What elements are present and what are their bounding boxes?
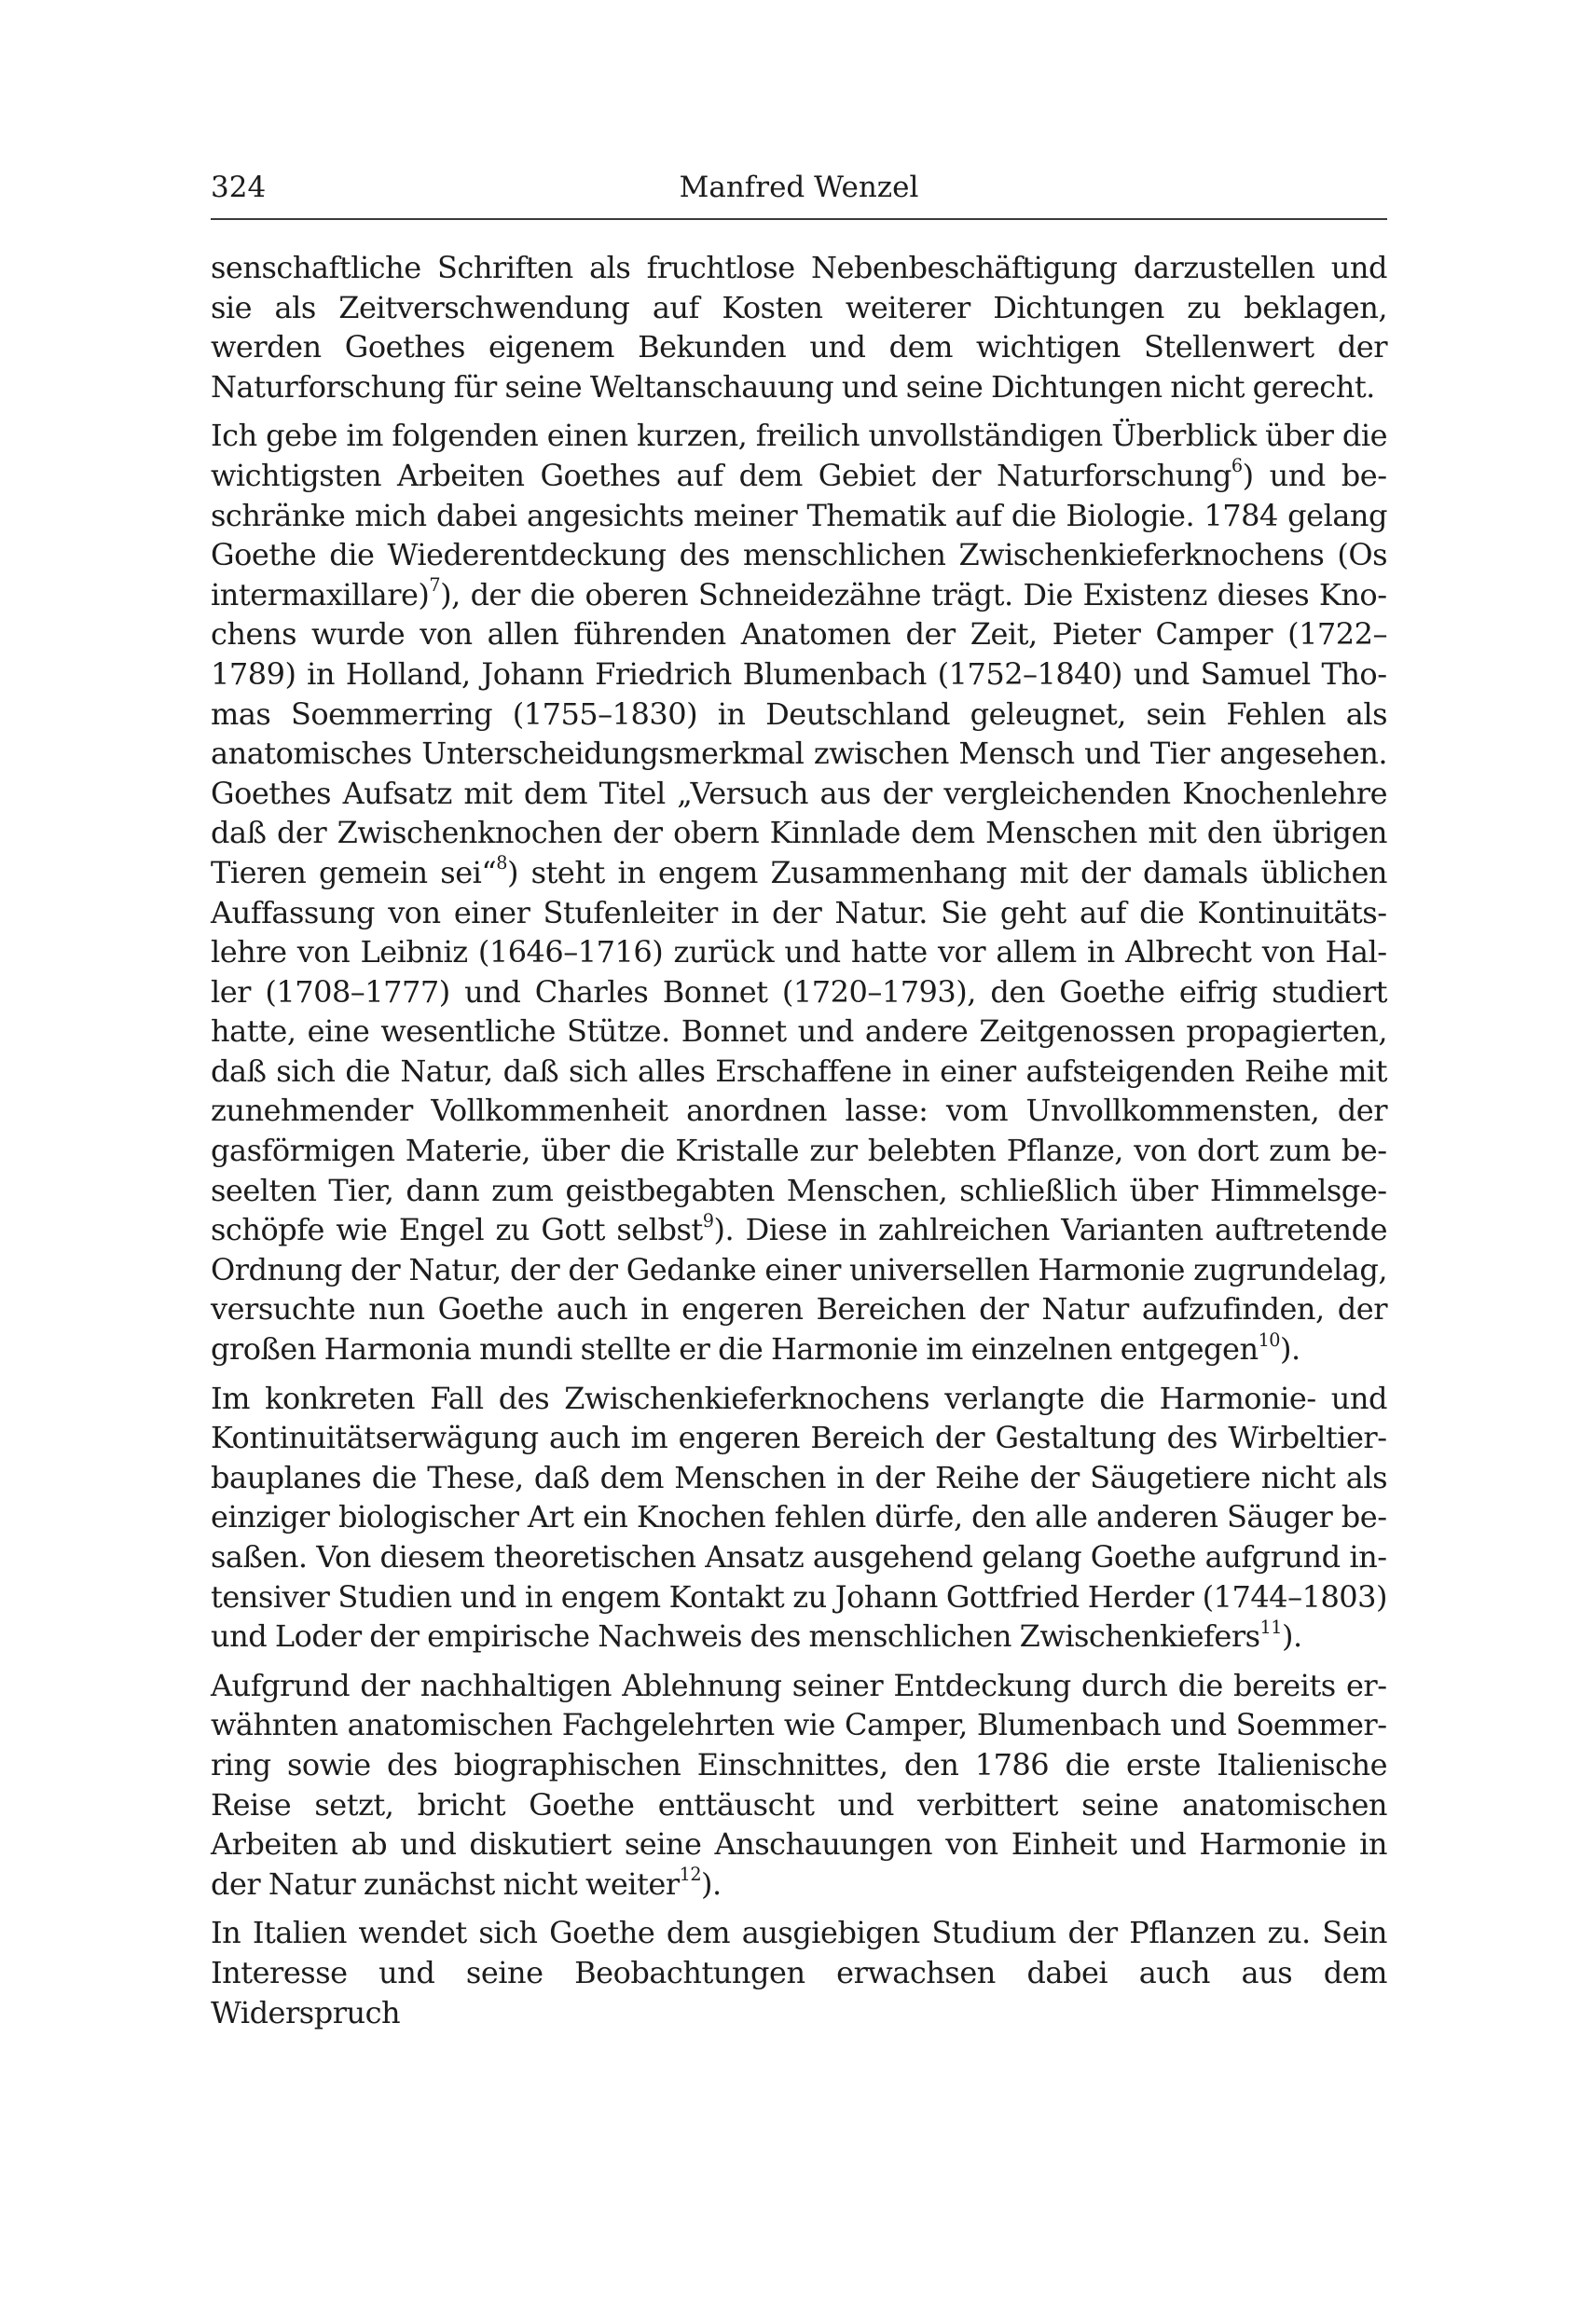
footnote-marker[interactable]: 8 xyxy=(496,852,507,874)
text-segment: ) steht in engem Zusammenhang mit der damals üblichen Auffassung von einer Stufenleiter in der Natur. Sie geht auf die Kontinuitätslehre von Leibniz (1646–1716) zurück und hatte vor allem in Albrecht von Haller (1708–1777) und Charles Bonnet (1720–1793), den Goethe eifrig studiert hatte, eine wesentliche Stütze. Bonnet und andere Zeitgenossen propagierten, daß sich die Natur, daß sich alles Erschaffene in einer aufsteigenden Reihe mit zunehmender Vollkommenheit anordnen lasse: vom Unvollkommensten, der gasförmigen Materie, über die Kristalle zur belebten Pflanze, von dort zum beseelten Tier, dann zum geistbegabten Menschen, schließlich über Himmelsgeschöpfe wie Engel zu Gott selbst xyxy=(211,854,1387,1248)
text-segment: In Italien wendet sich Goethe dem ausgiebigen Studium der Pflanzen zu. Sein Interesse und seine Beobachtungen erwachsen dabei auch aus dem Widerspruch xyxy=(211,1915,1387,2030)
paragraph xyxy=(211,248,1387,406)
text-segment: Ich gebe im folgenden einen kurzen, freilich unvollständigen Überblick über die wichtigsten Arbeiten Goethes auf dem Gebiet der Naturforschung xyxy=(211,418,1387,493)
text-segment: ) und beschränke mich dabei angesichts meiner Thematik auf die Biologie. 1784 gelang Goethe die Wiederentdeckung des menschlichen Zwischenkieferknochens (Os intermaxillare) xyxy=(211,457,1388,612)
paragraph xyxy=(211,1666,1387,1905)
text-segment: Aufgrund der nachhaltigen Ablehnung seiner Entdeckung durch die bereits erwähnten anatomischen Fachgelehrten wie Camper, Blumenbach und Soemmerring sowie des biographischen Einschnittes, den 1786 die erste Italienische Reise setzt, bricht Goethe enttäuscht und verbittert seine anatomischen Arbeiten ab und diskutiert seine Anschauungen von Einheit und Harmonie in der Natur zunächst nicht weiter xyxy=(211,1667,1387,1902)
text-segment: ). xyxy=(1281,1618,1302,1655)
paragraph xyxy=(211,1379,1387,1657)
running-head-author: Manfred Wenzel xyxy=(679,171,919,204)
paragraph xyxy=(211,1913,1387,2032)
text-segment: ). xyxy=(1279,1331,1300,1368)
running-head xyxy=(211,164,1387,211)
footnote-marker[interactable]: 9 xyxy=(702,1209,714,1232)
body-text xyxy=(211,248,1387,2032)
page-number: 324 xyxy=(211,171,267,204)
text-segment: senschaftliche Schriften als fruchtlose Nebenbeschäftigung darzustellen und sie als Zeitverschwendung auf Kosten weiterer Dichtungen zu beklagen, werden Goethes eigenem Bekunden und dem wichtigen Stellenwert der Naturforschung für seine Weltanschauung und seine Dichtungen nicht gerecht. xyxy=(211,250,1387,405)
text-segment: ), der die oberen Schneidezähne trägt. Die Existenz dieses Knochens wurde von allen führenden Anatomen der Zeit, Pieter Camper (1722–1789) in Holland, Johann Friedrich Blumenbach (1752–1840) und Samuel Thomas Soemmerring (1755–1830) in Deutschland geleugnet, sein Fehlen als anatomisches Unterscheidungsmerkmal zwischen Mensch und Tier angesehen. Goethes Aufsatz mit dem Titel „Versuch aus der vergleichenden Knochenlehre daß der Zwischenknochen der obern Kinnlade dem Menschen mit den übrigen Tieren gemein sei“ xyxy=(211,576,1387,890)
paragraph xyxy=(211,416,1387,1369)
footnote-marker[interactable]: 12 xyxy=(679,1864,702,1886)
footnote-marker[interactable]: 6 xyxy=(1231,455,1243,477)
footnote-marker[interactable]: 11 xyxy=(1259,1616,1282,1638)
footnote-marker[interactable]: 10 xyxy=(1258,1328,1280,1351)
header-rule xyxy=(211,218,1387,220)
text-segment: ). Diese in zahlreichen Varianten auftretende Ordnung der Natur, der der Gedanke einer universellen Harmonie zugrundelag, versuchte nun Goethe auch in engeren Bereichen der Natur aufzufinden, der großen Harmonia mundi stellte er die Harmonie im einzelnen entgegen xyxy=(211,1212,1388,1368)
text-segment: ). xyxy=(701,1865,722,1902)
footnote-marker[interactable]: 7 xyxy=(429,574,441,597)
text-segment: Im konkreten Fall des Zwischenkieferknochens verlangte die Harmonie- und Kontinuitätserwägung auch im engeren Bereich der Gestaltung des Wirbeltierbauplanes die These, daß dem Menschen in der Reihe der Säugetiere nicht als einziger biologischer Art ein Knochen fehlen dürfe, den alle anderen Säuger besaßen. Von diesem theoretischen Ansatz ausgehend gelang Goethe aufgrund intensiver Studien und in engem Kontakt zu Johann Gottfried Herder (1744–1803) und Loder der empirische Nachweis des menschlichen Zwischenkiefers xyxy=(211,1380,1387,1655)
